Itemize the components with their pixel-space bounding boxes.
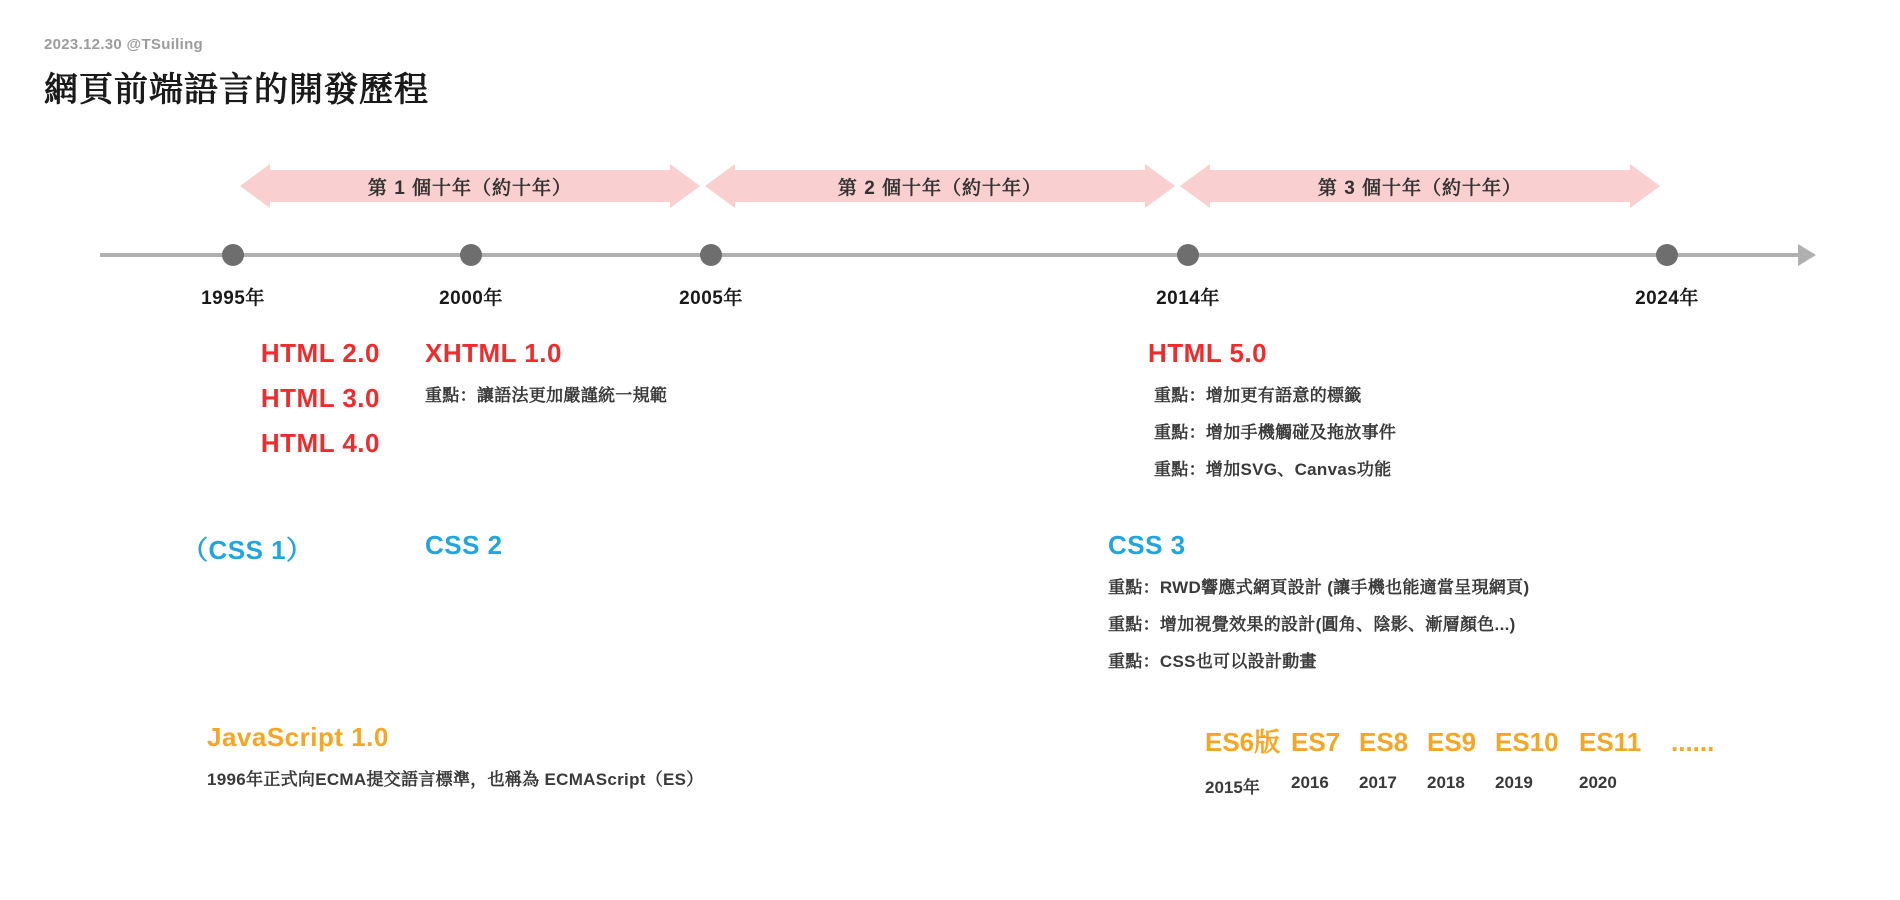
css1-heading: （CSS 1） <box>182 535 313 565</box>
html5-note-3: 重點：增加SVG、Canvas功能 <box>1154 460 1392 479</box>
html-version-2: HTML 2.0 <box>260 338 380 368</box>
year-label-1995: 1995年 <box>201 288 265 309</box>
date-author-label: 2023.12.30 @TSuiling <box>44 36 204 53</box>
es-version-7: ES7 <box>1291 727 1341 757</box>
html-version-3: HTML 3.0 <box>260 383 380 413</box>
html5-note-2: 重點：增加手機觸碰及拖放事件 <box>1154 423 1397 442</box>
html5-heading: HTML 5.0 <box>1148 338 1268 368</box>
html5-note-1: 重點：增加更有語意的標籤 <box>1154 386 1362 405</box>
timeline-dot-2014 <box>1177 244 1199 266</box>
timeline-axis <box>100 253 1805 257</box>
javascript-heading: JavaScript 1.0 <box>207 722 389 752</box>
year-label-2024: 2024年 <box>1635 288 1699 309</box>
css3-2014-group <box>1108 530 1529 672</box>
es-year-2016: 2016 <box>1291 773 1329 792</box>
css2-heading: CSS 2 <box>425 530 503 560</box>
css3-heading: CSS 3 <box>1108 530 1186 560</box>
es-versions-group <box>1205 722 1714 798</box>
javascript-2000-group <box>207 722 704 790</box>
timeline-dot-2024 <box>1656 244 1678 266</box>
es-version-more: ...... <box>1671 727 1715 757</box>
page-title: 網頁前端語言的開發歷程 <box>44 71 429 109</box>
decade-band-3 <box>1180 162 1660 210</box>
decade-band-2 <box>705 162 1175 210</box>
es-year-2017: 2017 <box>1359 773 1397 792</box>
html5-2014-group <box>1148 338 1396 480</box>
decade-band-1 <box>240 162 700 210</box>
xhtml-note-1: 重點：讓語法更加嚴謹統一規範 <box>425 386 668 405</box>
decade-band-3-label: 第 3 個十年（約十年） <box>1317 177 1523 199</box>
axis-arrow-icon <box>1798 244 1816 266</box>
javascript-note-1: 1996年正式向ECMA提交語言標準，也稱為 ECMAScript（ES） <box>207 770 704 789</box>
css3-note-1: 重點：RWD響應式網頁設計 (讓手機也能適當呈現網頁) <box>1108 578 1530 597</box>
es-year-2015: 2015年 <box>1205 778 1260 797</box>
es-year-2020: 2020 <box>1579 773 1617 792</box>
year-label-2005: 2005年 <box>679 288 743 309</box>
year-label-2000: 2000年 <box>439 288 503 309</box>
css1-1995-group <box>182 530 313 567</box>
css3-note-2: 重點：增加視覺效果的設計(圓角、陰影、漸層顏色...) <box>1108 615 1516 634</box>
decade-band-2-label: 第 2 個十年（約十年） <box>837 177 1043 199</box>
es-year-row <box>1205 773 1714 798</box>
css3-notes <box>1108 573 1529 672</box>
timeline-dot-2000 <box>460 244 482 266</box>
es-version-11: ES11 <box>1579 727 1642 757</box>
javascript-notes <box>207 765 704 790</box>
css2-2000-group <box>425 530 503 561</box>
css3-note-3: 重點：CSS也可以設計動畫 <box>1108 652 1317 671</box>
xhtml-heading: XHTML 1.0 <box>425 338 562 368</box>
xhtml-notes <box>425 381 667 406</box>
es-version-row <box>1205 722 1714 759</box>
html-1995-group <box>110 338 380 473</box>
html-version-4: HTML 4.0 <box>260 428 380 458</box>
timeline-dot-1995 <box>222 244 244 266</box>
xhtml-2000-group <box>425 338 667 406</box>
es-year-2019: 2019 <box>1495 773 1533 792</box>
decade-band-1-label: 第 1 個十年（約十年） <box>367 177 573 199</box>
es-version-10: ES10 <box>1495 727 1559 757</box>
es-version-8: ES8 <box>1359 727 1409 757</box>
es-version-6: ES6版 <box>1205 727 1281 757</box>
es-version-9: ES9 <box>1427 727 1477 757</box>
timeline-dot-2005 <box>700 244 722 266</box>
es-year-2018: 2018 <box>1427 773 1465 792</box>
year-label-2014: 2014年 <box>1156 288 1220 309</box>
html5-notes <box>1154 381 1396 480</box>
